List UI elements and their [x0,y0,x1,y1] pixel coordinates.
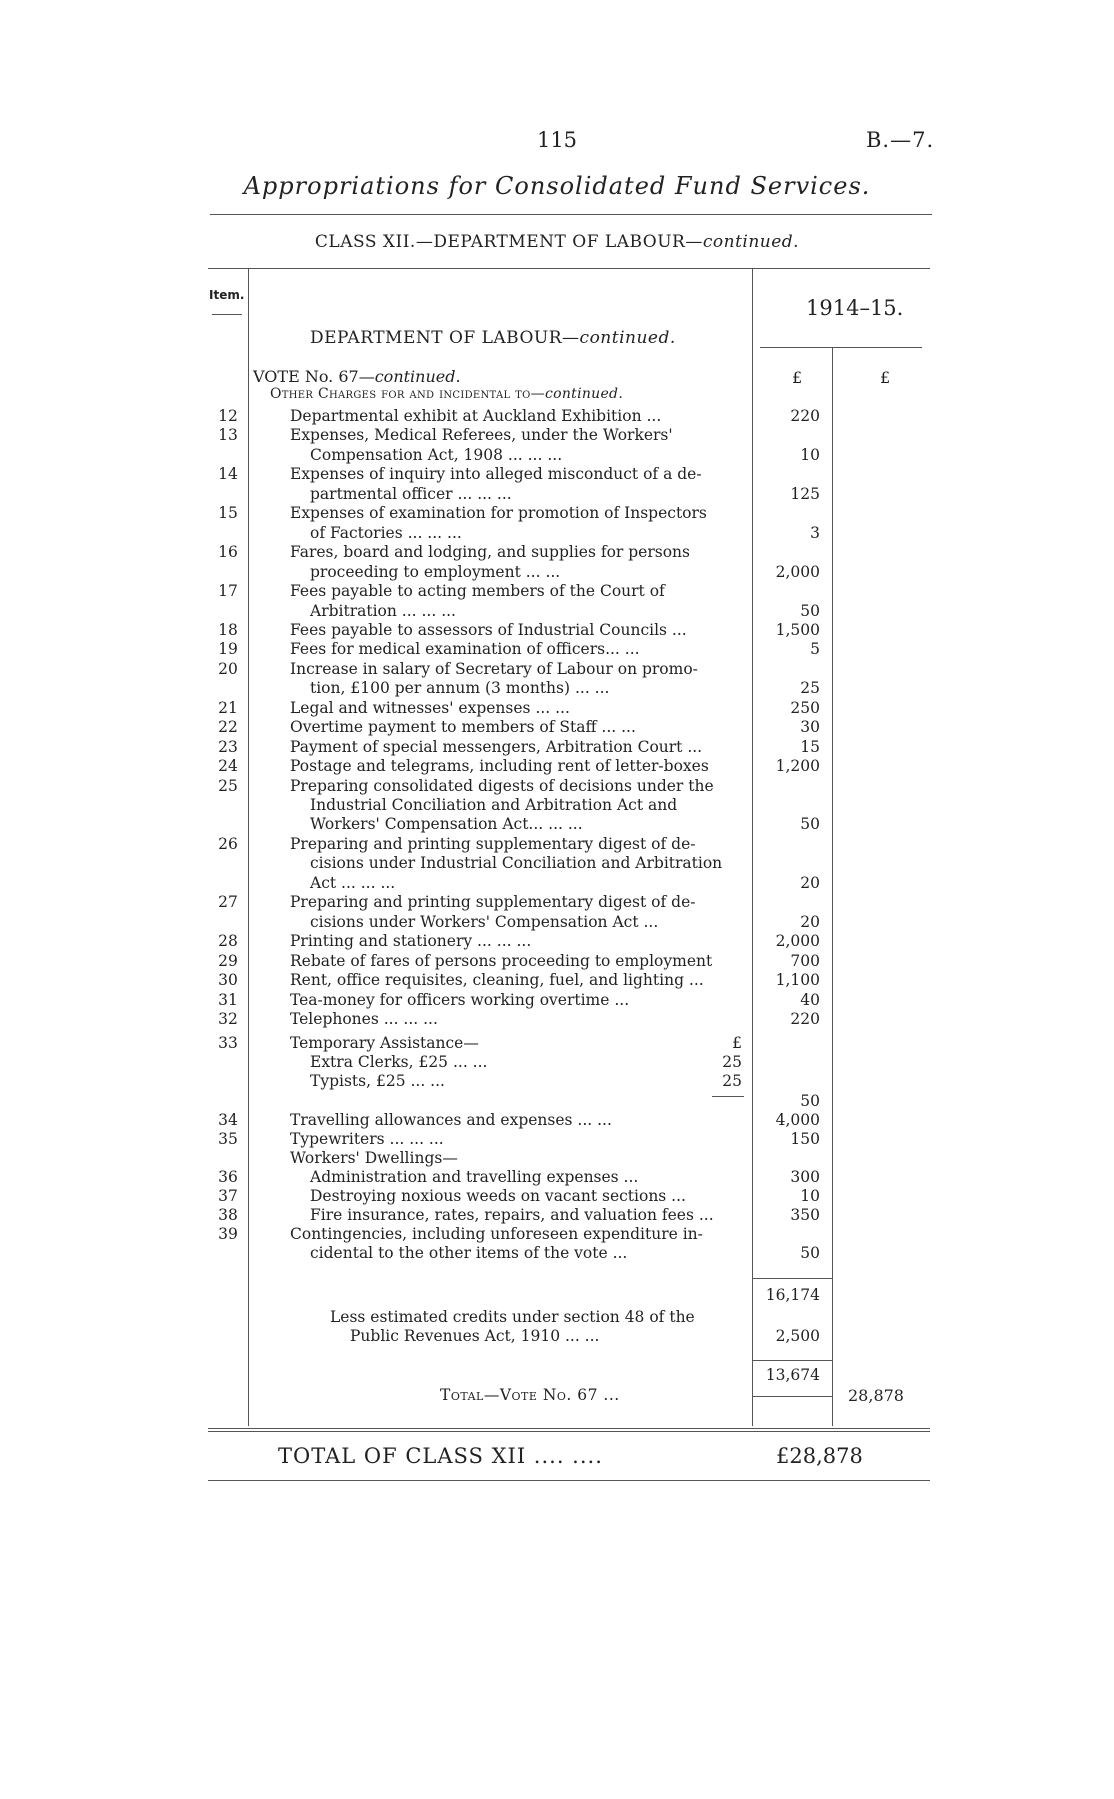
item-description: Expenses of inquiry into alleged misconduct of a de- [290,465,702,484]
item-number: 26 [218,834,238,853]
year-rule [760,347,922,348]
item-description: Fire insurance, rates, repairs, and valuation fees ... [310,1206,714,1224]
item-amount: 5 [810,640,820,659]
item-amount: 1,500 [775,620,820,639]
item-description: Preparing and printing supplementary digest of de- [290,893,696,912]
item-amount: 220 [790,1009,820,1028]
item-description: Expenses, Medical Referees, under the Workers' [290,426,673,445]
item-description-continued: Workers' Compensation Act... ... ... [310,815,583,834]
net-underline [752,1396,832,1397]
class-heading [0,232,1114,252]
item-amount: 1,200 [775,757,820,776]
other-charges-main: Other Charges for and incidental to— [270,386,545,402]
item-number: 29 [218,951,238,970]
other-charges-heading [270,386,623,402]
item-number: 37 [218,1187,238,1205]
other-charges-continued: continued. [544,386,624,402]
page-number: 115 [536,128,578,152]
item-amount: 50 [800,1092,820,1110]
table-bottom-rule-2 [208,1431,930,1432]
item-description-continued: cidental to the other items of the vote ... [310,1244,628,1262]
item-amount: 2,000 [775,562,820,581]
item-description: Tea-money for officers working overtime ... [290,990,630,1009]
item-amount: 20 [800,873,820,892]
vote-heading-main: VOTE No. 67— [253,367,375,386]
item-description: Departmental exhibit at Auckland Exhibition ... [290,407,662,425]
pound-sign-total: £ [880,368,891,387]
title-rule [210,214,932,215]
item-description: Fares, board and lodging, and supplies for persons [290,543,690,562]
item-description-continued: Industrial Conciliation and Arbitration Act and [310,796,678,814]
vote-heading-continued: continued. [374,367,461,386]
item-description: Travelling allowances and expenses ... ... [290,1111,612,1129]
item-number: 38 [218,1206,238,1224]
subtotal-amount: 16,174 [765,1286,820,1304]
item-description: Rent, office requisites, cleaning, fuel, and lighting ... [290,971,704,990]
item-description: Administration and travelling expenses ... [310,1168,639,1186]
item-amount: 10 [800,1187,820,1205]
item-amount: 15 [800,737,820,756]
sub-item-description: Typists, £25 ... ... [310,1072,445,1090]
item-number: 22 [218,718,238,737]
less-credits-line-1: Less estimated credits under section 48 of the [330,1308,695,1326]
sub-item-amount: 25 [722,1053,742,1071]
item-description: Contingencies, including unforeseen expenditure in- [290,1225,703,1243]
less-credits-label [330,1308,745,1346]
total-class-amount: £28,878 [776,1444,863,1468]
item-description-continued: Act ... ... ... [310,873,396,892]
department-heading-main: DEPARTMENT OF LABOUR— [310,328,580,348]
item-number: 15 [218,504,238,523]
class-heading-main: CLASS XII.—DEPARTMENT OF LABOUR— [314,232,703,252]
department-heading-continued: continued. [579,328,676,348]
item-amount: 50 [800,1244,820,1262]
item-amount: 350 [790,1206,820,1224]
year-header: 1914–15. [806,296,904,320]
item-amount: 700 [790,951,820,970]
item-number: 16 [218,543,238,562]
item-description: Printing and stationery ... ... ... [290,932,532,951]
item-description: Preparing and printing supplementary digest of de- [290,834,696,853]
item-number: 18 [218,620,238,639]
item-description: Legal and witnesses' expenses ... ... [290,698,570,717]
item-description-continued: Compensation Act, 1908 ... ... ... [310,445,563,464]
item-description: Fees payable to assessors of Industrial Councils ... [290,620,687,639]
total-vote-amount: 28,878 [848,1386,904,1405]
item-number: 31 [218,990,238,1009]
section-label: Workers' Dwellings— [290,1149,458,1167]
reference-code: B.—7. [866,128,935,152]
item-column-rule [248,268,249,1426]
item-description-continued: proceeding to employment ... ... [310,562,561,581]
item-amount: 50 [800,601,820,620]
item-amount: 4,000 [775,1111,820,1129]
pound-sign-amount: £ [792,368,803,387]
item-description: Fees for medical examination of officers... ... [290,640,640,659]
net-amount: 13,674 [765,1366,820,1384]
page-title: Appropriations for Consolidated Fund Services. [243,172,871,200]
item-description: Fees payable to acting members of the Court of [290,582,665,601]
item-amount: 10 [800,445,820,464]
item-amount: 2,000 [775,932,820,951]
item-amount: 250 [790,698,820,717]
item-description: Typewriters ... ... ... [290,1130,444,1148]
net-rule [752,1360,832,1361]
bottom-rule [208,1480,930,1481]
item-number: 28 [218,932,238,951]
item-number: 36 [218,1168,238,1186]
item-number: 20 [218,659,238,678]
item-description-continued: tion, £100 per annum (3 months) ... ... [310,679,610,698]
item-number: 25 [218,776,238,795]
item-amount: 25 [800,679,820,698]
sub-pound-sign: £ [732,1034,742,1052]
item-description-continued: cisions under Workers' Compensation Act ... [310,912,659,931]
vote-heading [253,367,461,386]
item-description: Overtime payment to members of Staff ... ... [290,718,636,737]
item-number: 24 [218,757,238,776]
item-amount: 150 [790,1130,820,1148]
item-description-continued: of Factories ... ... ... [310,523,462,542]
item-number: 19 [218,640,238,659]
item-description: Preparing consolidated digests of decisions under the [290,776,714,795]
item-number: 27 [218,893,238,912]
sub-item-description: Extra Clerks, £25 ... ... [310,1053,488,1071]
item-description: Rebate of fares of persons proceeding to employment [290,951,713,970]
item-number: 33 [218,1034,238,1052]
item-number: 32 [218,1009,238,1028]
item-amount: 125 [790,484,820,503]
item-number: 13 [218,426,238,445]
department-heading [310,328,676,348]
item-amount: 3 [810,523,820,542]
credits-amount: 2,500 [775,1327,820,1345]
item-number: 34 [218,1111,238,1129]
item-amount: 30 [800,718,820,737]
item-number: 17 [218,582,238,601]
item-number: 30 [218,971,238,990]
item-description: Payment of special messengers, Arbitration Court ... [290,737,703,756]
item-amount: 1,100 [775,971,820,990]
item-amount: 50 [800,815,820,834]
item-number: 23 [218,737,238,756]
item-number: 35 [218,1130,238,1148]
item-description: Telephones ... ... ... [290,1009,438,1028]
table-top-rule [208,268,930,269]
total-class-label: TOTAL OF CLASS XII .... .... [278,1444,603,1468]
total-column-rule [832,347,833,1426]
item-description-continued: cisions under Industrial Conciliation and Arbitration [310,854,723,873]
item-number: 21 [218,698,238,717]
item-description-continued: partmental officer ... ... ... [310,484,512,503]
item-amount: 220 [790,407,820,425]
item-amount: 40 [800,990,820,1009]
less-credits-line-2: Public Revenues Act, 1910 ... ... [350,1327,600,1345]
total-vote-label: Total—Vote No. 67 ... [440,1386,620,1404]
item-description: Expenses of examination for promotion of Inspectors [290,504,707,523]
sub-total-rule [712,1096,744,1097]
item-header-rule [212,314,242,315]
subtotal-rule [752,1278,832,1279]
item-description: Destroying noxious weeds on vacant sections ... [310,1187,686,1205]
item-description: Increase in salary of Secretary of Labour on promo- [290,659,698,678]
class-heading-continued: continued. [702,232,800,252]
item-column-header: Item. [209,288,245,302]
item-number: 14 [218,465,238,484]
item-number: 39 [218,1225,238,1243]
item-amount: 20 [800,912,820,931]
sub-item-amount: 25 [722,1072,742,1090]
item-description: Temporary Assistance— [290,1034,479,1052]
table-bottom-rule [208,1428,930,1429]
item-number: 12 [218,407,238,425]
item-amount: 300 [790,1168,820,1186]
item-description: Postage and telegrams, including rent of letter-boxes [290,757,709,776]
item-description-continued: Arbitration ... ... ... [310,601,456,620]
